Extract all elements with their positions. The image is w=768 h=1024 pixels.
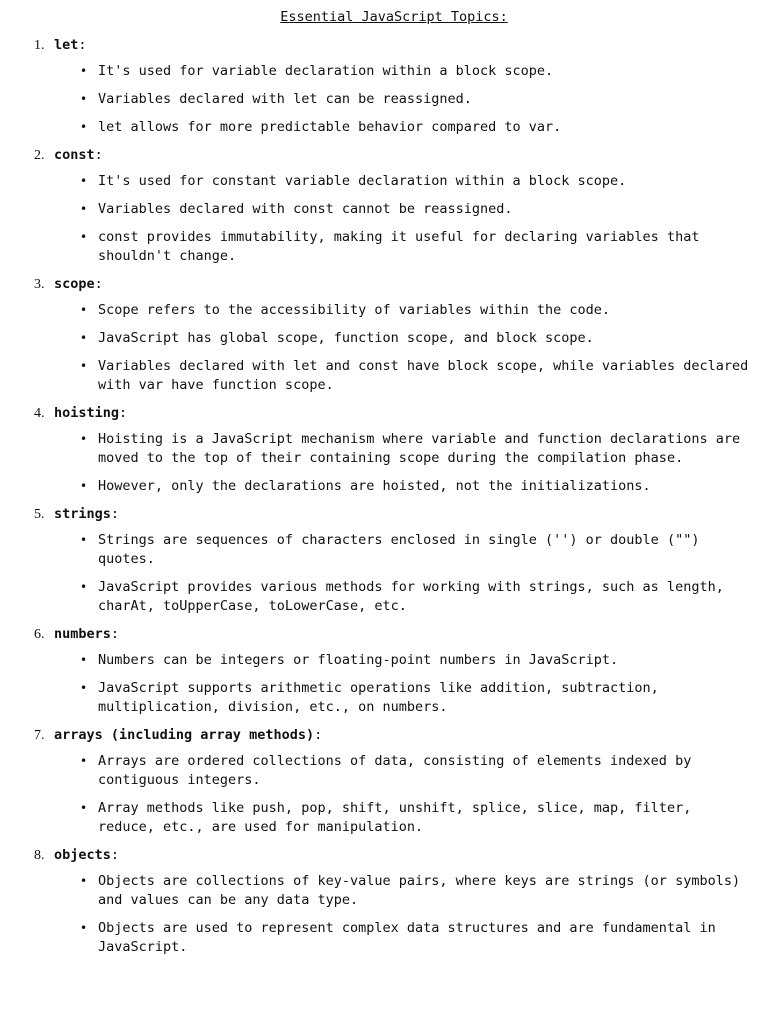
topic-heading: 3. scope:: [34, 276, 103, 292]
bullet-point: • JavaScript supports arithmetic operations like addition, subtraction, multiplication, division, etc., on numbers.: [78, 679, 754, 717]
topic-item: [34, 36, 754, 137]
bullet-point: • Numbers can be integers or floating-point numbers in JavaScript.: [78, 651, 754, 670]
topic-item: [34, 846, 754, 957]
bullet-point: • Variables declared with let and const have block scope, while variables declared with var have function scope.: [78, 357, 754, 395]
bullet-point: • Strings are sequences of characters enclosed in single ('') or double ("") quotes.: [78, 531, 754, 569]
topic-item: [34, 146, 754, 266]
topic-item: [34, 726, 754, 837]
topic-name: arrays (including array methods): [54, 727, 315, 743]
topic-heading: 4. hoisting:: [34, 405, 128, 421]
bullet-point: • Objects are collections of key-value pairs, where keys are strings (or symbols) and values can be any data type.: [78, 872, 754, 910]
bullet-point: • let allows for more predictable behavior compared to var.: [78, 118, 754, 137]
topic-item: [34, 275, 754, 395]
topic-heading: 7. arrays (including array methods):: [34, 727, 323, 743]
topic-number: 3.: [34, 277, 45, 292]
topic-number: 4.: [34, 406, 45, 421]
topic-points: [34, 531, 754, 616]
bullet-point: • It's used for variable declaration within a block scope.: [78, 62, 754, 81]
topic-number: 1.: [34, 38, 45, 53]
topic-name: strings: [54, 506, 111, 522]
topic-points: [34, 651, 754, 717]
topic-number: 8.: [34, 848, 45, 863]
topic-name: const: [54, 147, 95, 163]
topic-points: [34, 752, 754, 837]
topic-number: 2.: [34, 148, 45, 163]
topic-points: [34, 872, 754, 957]
bullet-point: • Hoisting is a JavaScript mechanism where variable and function declarations are moved to the top of their containing scope during the compilation phase.: [78, 430, 754, 468]
topic-name: let: [54, 37, 79, 53]
bullet-point: • Arrays are ordered collections of data, consisting of elements indexed by contiguous integers.: [78, 752, 754, 790]
topic-name: hoisting: [54, 405, 120, 421]
topic-name: scope: [54, 276, 95, 292]
topic-points: [34, 62, 754, 137]
topic-points: [34, 172, 754, 266]
bullet-point: • JavaScript has global scope, function scope, and block scope.: [78, 329, 754, 348]
topic-item: [34, 404, 754, 496]
topic-name: numbers: [54, 626, 111, 642]
bullet-point: • However, only the declarations are hoisted, not the initializations.: [78, 477, 754, 496]
topic-name: objects: [54, 847, 111, 863]
bullet-point: • Scope refers to the accessibility of variables within the code.: [78, 301, 754, 320]
bullet-point: • Objects are used to represent complex data structures and are fundamental in JavaScript.: [78, 919, 754, 957]
topic-points: [34, 301, 754, 395]
bullet-point: • Variables declared with let can be reassigned.: [78, 90, 754, 109]
topic-number: 6.: [34, 627, 45, 642]
topic-number: 5.: [34, 507, 45, 522]
topic-item: [34, 505, 754, 616]
topic-heading: 2. const:: [34, 147, 103, 163]
bullet-point: • const provides immutability, making it useful for declaring variables that shouldn't change.: [78, 228, 754, 266]
topic-item: [34, 625, 754, 717]
bullet-point: • It's used for constant variable declaration within a block scope.: [78, 172, 754, 191]
bullet-point: • Variables declared with const cannot be reassigned.: [78, 200, 754, 219]
document-title: Essential JavaScript Topics:: [280, 9, 508, 25]
topic-heading: 6. numbers:: [34, 626, 120, 642]
bullet-point: • JavaScript provides various methods for working with strings, such as length, charAt, toUpperCase, toLowerCase, etc.: [78, 578, 754, 616]
bullet-point: • Array methods like push, pop, shift, unshift, splice, slice, map, filter, reduce, etc., are used for manipulation.: [78, 799, 754, 837]
topic-number: 7.: [34, 728, 45, 743]
topic-list: [34, 36, 754, 957]
topic-heading: 8. objects:: [34, 847, 120, 863]
topic-heading: 1. let:: [34, 37, 87, 53]
topic-heading: 5. strings:: [34, 506, 120, 522]
topic-points: [34, 430, 754, 496]
